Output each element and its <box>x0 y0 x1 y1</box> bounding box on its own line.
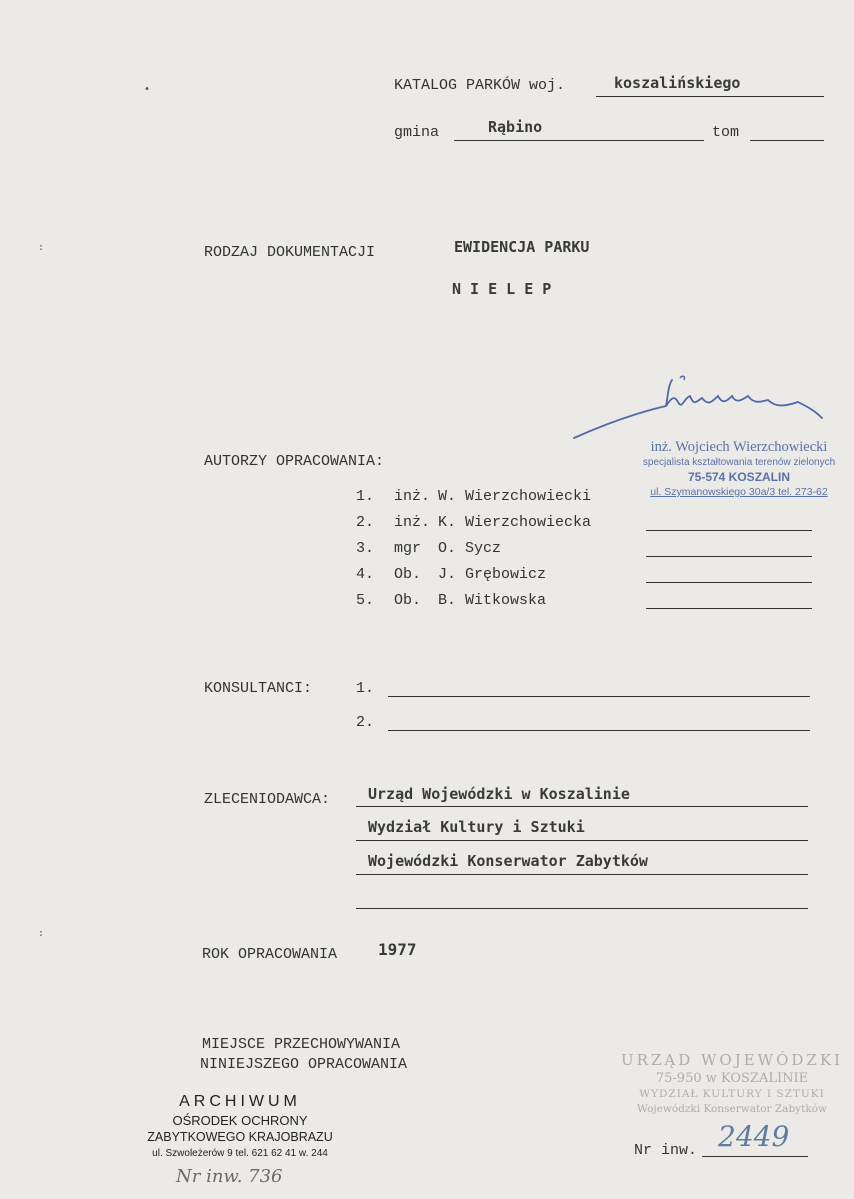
year-label: ROK OPRACOWANIA <box>202 946 338 963</box>
handwritten-inventory-note: Nr inw. 736 <box>176 1166 283 1187</box>
archive-stamp-line2: OŚRODEK OCHRONY <box>172 1113 308 1128</box>
client-underline <box>356 840 808 841</box>
author-stamp-name: inż. Wojciech Wierzchowiecki <box>650 439 828 455</box>
client-line-2: Wydział Kultury i Sztuki <box>368 818 585 836</box>
archive-stamp <box>132 1092 348 1162</box>
author-signature-line <box>646 582 812 583</box>
author-number: 4. <box>356 566 375 583</box>
documentation-type-label: RODZAJ DOKUMENTACJI <box>204 244 376 261</box>
client-label: ZLECENIODAWCA: <box>204 791 331 808</box>
author-row <box>356 514 591 531</box>
client-line-1: Urząd Wojewódzki w Koszalinie <box>368 785 630 803</box>
storage-label-1: MIEJSCE PRZECHOWYWANIA <box>202 1036 401 1053</box>
archive-stamp-address: ul. Szwoleżerów 9 tel. 621 62 41 w. 244 <box>152 1148 328 1159</box>
author-title: mgr <box>394 540 422 557</box>
tom-label: tom <box>712 124 740 141</box>
client-line-3: Wojewódzki Konserwator Zabytków <box>368 852 648 870</box>
author-signature-line <box>646 556 812 557</box>
margin-dot: : <box>38 928 45 939</box>
author-title: Ob. <box>394 566 422 583</box>
author-row <box>356 566 546 583</box>
author-number: 1. <box>356 488 375 505</box>
gmina-value: Rąbino <box>488 118 543 136</box>
inventory-label: Nr inw. <box>634 1142 698 1159</box>
tom-underline <box>750 140 824 141</box>
author-title: inż. <box>394 488 431 505</box>
margin-dot: • <box>144 84 151 95</box>
storage-label-2: NINIEJSZEGO OPRACOWANIA <box>200 1056 408 1073</box>
author-name: W. Wierzchowiecki <box>438 488 592 505</box>
office-stamp <box>616 1050 848 1117</box>
documentation-type-value: EWIDENCJA PARKU <box>454 238 590 256</box>
author-signature-line <box>646 608 812 609</box>
author-stamp-address: ul. Szymanowskiego 30a/3 tel. 273-62 <box>650 486 828 498</box>
author-stamp-specialty: specjalista kształtowania terenów zielonych <box>642 457 836 468</box>
author-number: 3. <box>356 540 375 557</box>
consultant-number: 1. <box>356 680 375 697</box>
client-underline <box>356 874 808 875</box>
consultant-line <box>388 696 810 697</box>
gmina-label: gmina <box>394 124 440 141</box>
author-name: O. Sycz <box>438 540 502 557</box>
archive-stamp-line3: ZABYTKOWEGO KRAJOBRAZU <box>147 1130 333 1144</box>
consultant-line <box>388 730 810 731</box>
voivodeship-value: koszalińskiego <box>614 74 741 92</box>
office-stamp-department: WYDZIAŁ KULTURY I SZTUKI <box>639 1088 825 1100</box>
authors-label: AUTORZY OPRACOWANIA: <box>204 453 385 470</box>
author-number: 5. <box>356 592 375 609</box>
author-name: J. Grębowicz <box>438 566 547 583</box>
signature-graphic <box>570 372 830 442</box>
author-stamp-city: 75-574 KOSZALIN <box>687 470 791 484</box>
year-value: 1977 <box>378 940 417 959</box>
margin-dot: : <box>38 242 45 253</box>
archive-stamp-title: ARCHIWUM <box>179 1093 301 1110</box>
author-title: inż. <box>394 514 431 531</box>
inventory-underline <box>702 1156 808 1157</box>
author-signature-line <box>646 530 812 531</box>
client-underline <box>356 806 808 807</box>
consultant-number: 2. <box>356 714 375 731</box>
consultants-label: KONSULTANCI: <box>204 680 313 697</box>
author-name: K. Wierzchowiecka <box>438 514 592 531</box>
author-title: Ob. <box>394 592 422 609</box>
author-row <box>356 592 546 609</box>
office-stamp-city: 75-950 w KOSZALINIE <box>655 1071 809 1086</box>
client-underline <box>356 908 808 909</box>
park-name: N I E L E P <box>452 280 552 298</box>
author-name: B. Witkowska <box>438 592 547 609</box>
office-stamp-title: URZĄD WOJEWÓDZKI <box>621 1051 843 1069</box>
gmina-underline <box>454 140 704 141</box>
author-row <box>356 540 501 557</box>
author-stamp <box>630 438 848 499</box>
author-number: 2. <box>356 514 375 531</box>
voivodeship-underline <box>596 96 824 97</box>
author-row <box>356 488 591 505</box>
inventory-number: 2449 <box>718 1120 790 1153</box>
office-stamp-conservator: Wojewódzki Konserwator Zabytków <box>636 1103 827 1115</box>
catalog-label: KATALOG PARKÓW woj. <box>394 77 566 94</box>
